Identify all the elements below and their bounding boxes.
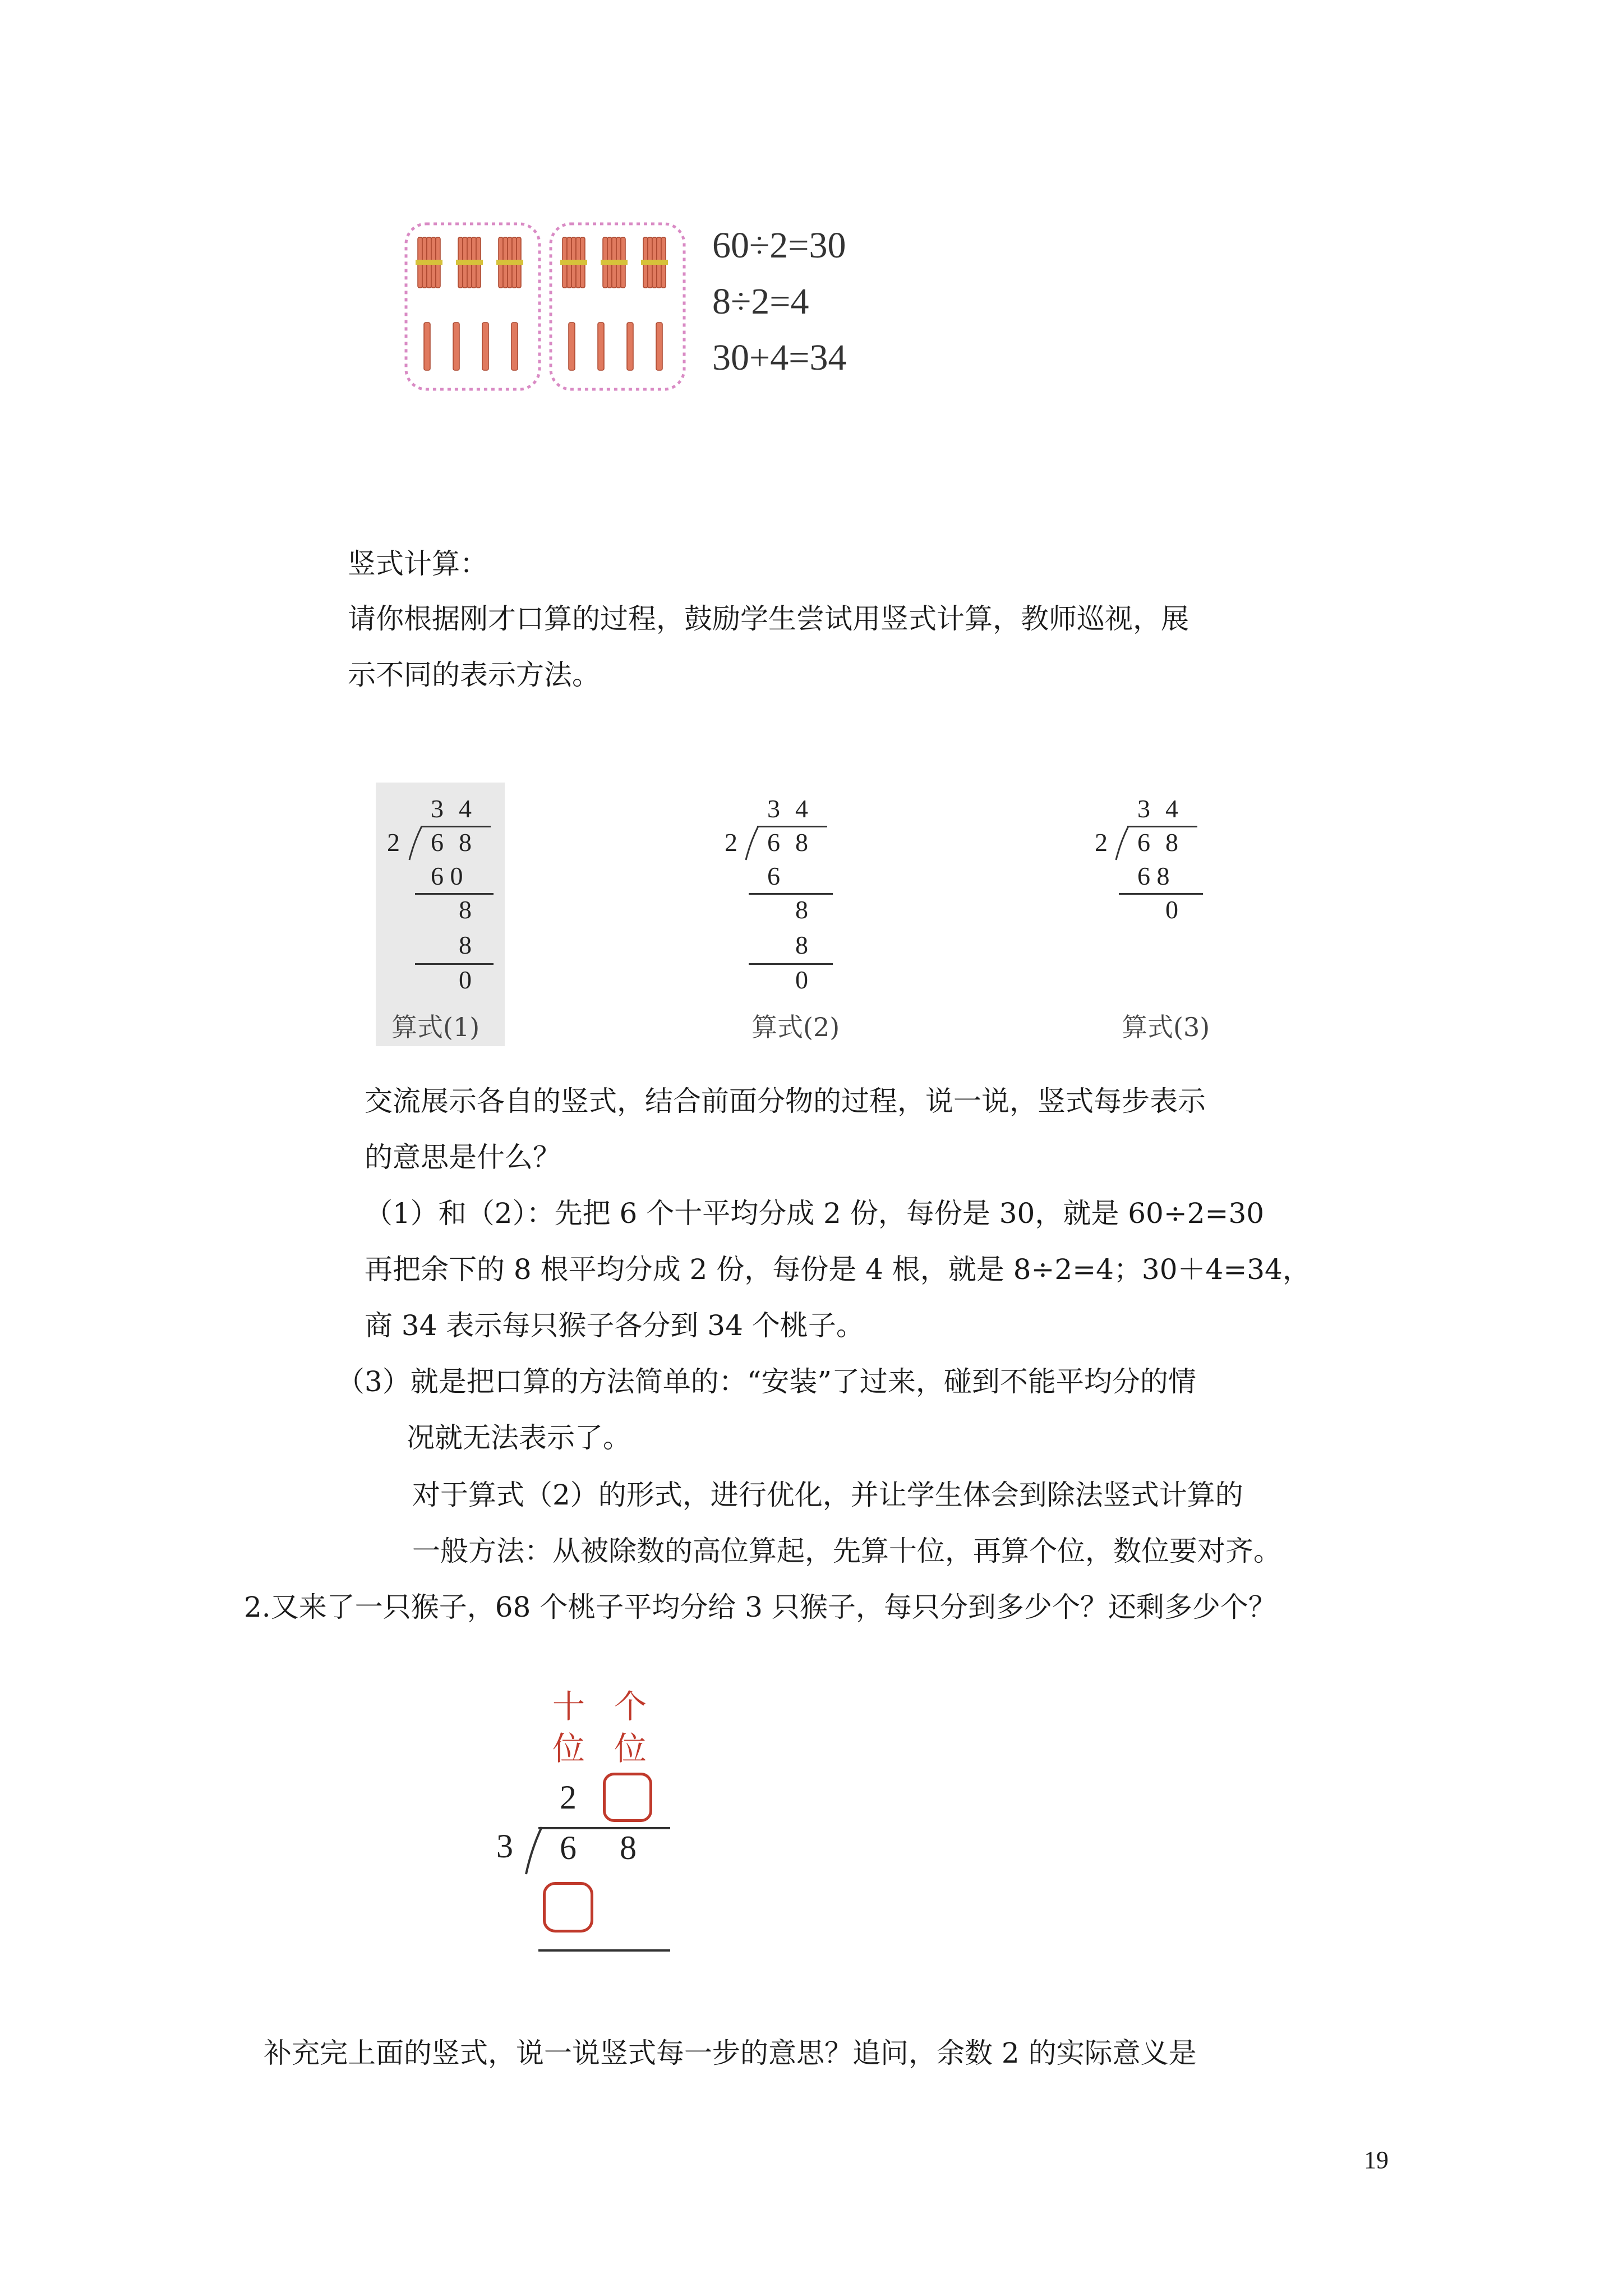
question-2: 2.又来了一只猴子，68 个桃子平均分给 3 只猴子，每只分到多少个？还剩多少个？ — [244, 1591, 1276, 1623]
divisor: 2 — [1095, 828, 1108, 857]
equation-2: 8÷2=4 — [712, 281, 809, 322]
single-stick-icon — [569, 323, 575, 370]
stick-bundle-icon — [456, 237, 483, 288]
dividend-digit: 8 — [795, 828, 808, 857]
quotient-digit: 3 — [431, 794, 444, 823]
stick-bundle-icon — [560, 237, 587, 288]
dividend-digit: 8 — [620, 1829, 637, 1866]
divisor: 2 — [387, 828, 400, 857]
paragraph-line: （3）就是把口算的方法简单的：“安装”了过来，碰到不能平均分的情 — [336, 1365, 1196, 1398]
place-label-tens-wei: 位 — [552, 1729, 585, 1768]
paragraph-line: 况就无法表示了。 — [407, 1421, 631, 1454]
long-division-3 — [1082, 783, 1228, 1046]
step-value: 6 8 — [1137, 862, 1170, 890]
paragraph-line: （1）和（2）：先把 6 个十平均分成 2 份，每份是 30，就是 60÷2=30 — [365, 1197, 1265, 1230]
dividend-digit: 6 — [1137, 828, 1150, 857]
dividend-digit: 8 — [1165, 828, 1178, 857]
figure-caption: 算式(3) — [1122, 1012, 1210, 1042]
paragraph-line: 商 34 表示每只猴子各分到 34 个桃子。 — [365, 1309, 864, 1342]
place-label-tens: 十 — [552, 1687, 585, 1726]
paragraph-line: 的意思是什么？ — [365, 1141, 561, 1174]
paragraph-line: 示不同的表示方法。 — [348, 659, 600, 691]
quotient-digit: 4 — [1165, 794, 1178, 823]
single-stick-icon — [598, 323, 604, 370]
step-value: 0 — [459, 965, 472, 994]
divisor: 3 — [496, 1828, 513, 1865]
step-value: 8 — [795, 931, 808, 959]
quotient-digit: 4 — [459, 794, 472, 823]
place-label-ones: 个 — [614, 1687, 647, 1726]
paragraph-line: 对于算式（2）的形式，进行优化，并让学生体会到除法竖式计算的 — [412, 1479, 1243, 1511]
division-bracket-icon — [1114, 825, 1131, 862]
stick-bundle-icon — [601, 237, 628, 288]
division-bracket-icon — [407, 825, 424, 862]
divisor: 2 — [725, 828, 737, 857]
single-stick-icon — [482, 323, 488, 370]
figure-caption: 算式(1) — [391, 1012, 480, 1042]
closing-prompt: 补充完上面的竖式，说一说竖式每一步的意思？追问，余数 2 的实际意义是 — [264, 2037, 1197, 2069]
place-label-ones-wei: 位 — [614, 1729, 647, 1768]
stick-bundle-icon — [641, 237, 668, 288]
single-stick-icon — [627, 323, 633, 370]
section-heading: 竖式计算： — [348, 547, 488, 580]
stick-bundle-icon — [496, 237, 523, 288]
paragraph-line: 再把余下的 8 根平均分成 2 份，每份是 4 根，就是 8÷2=4；30＋4=34， — [365, 1253, 1311, 1286]
single-stick-icon — [511, 323, 518, 370]
long-division-exercise — [488, 1680, 673, 1961]
division-bracket-icon — [523, 1826, 544, 1876]
long-division-2 — [712, 783, 847, 1046]
figure-caption: 算式(2) — [751, 1012, 840, 1042]
step-value: 8 — [459, 895, 472, 924]
page-number: 19 — [1364, 2146, 1389, 2174]
paragraph-line: 一般方法：从被除数的高位算起，先算十位，再算个位，数位要对齐。 — [412, 1535, 1281, 1567]
long-division-1 — [376, 783, 505, 1046]
product-blank-box[interactable] — [543, 1882, 593, 1932]
dividend-digit: 8 — [459, 828, 472, 857]
bundle-illustration — [404, 216, 695, 395]
step-value: 0 — [795, 965, 808, 994]
quotient-ones-blank-box[interactable] — [603, 1773, 652, 1822]
step-value: 8 — [459, 931, 472, 959]
step-value: 6 0 — [431, 862, 463, 890]
quotient-tens-digit: 2 — [560, 1779, 577, 1816]
equation-1: 60÷2=30 — [712, 225, 846, 266]
stick-bundle-icon — [416, 237, 442, 288]
paragraph-line: 请你根据刚才口算的过程，鼓励学生尝试用竖式计算，教师巡视，展 — [348, 602, 1189, 635]
equation-list — [712, 224, 846, 393]
division-bracket-icon — [744, 825, 760, 862]
dividend-digit: 6 — [767, 828, 780, 857]
single-stick-icon — [424, 323, 430, 370]
dividend-digit: 6 — [431, 828, 444, 857]
equation-3: 30+4=34 — [712, 337, 847, 378]
step-value: 8 — [795, 895, 808, 924]
single-stick-icon — [453, 323, 459, 370]
dividend-digit: 6 — [560, 1829, 577, 1866]
paragraph-line: 交流展示各自的竖式，结合前面分物的过程，说一说，竖式每步表示 — [365, 1085, 1206, 1117]
single-stick-icon — [656, 323, 662, 370]
sticks-bundles-icon — [404, 216, 695, 395]
step-value: 0 — [1165, 895, 1178, 924]
quotient-digit: 3 — [767, 794, 780, 823]
step-value: 6 — [767, 862, 780, 890]
quotient-digit: 4 — [795, 794, 808, 823]
quotient-digit: 3 — [1137, 794, 1150, 823]
